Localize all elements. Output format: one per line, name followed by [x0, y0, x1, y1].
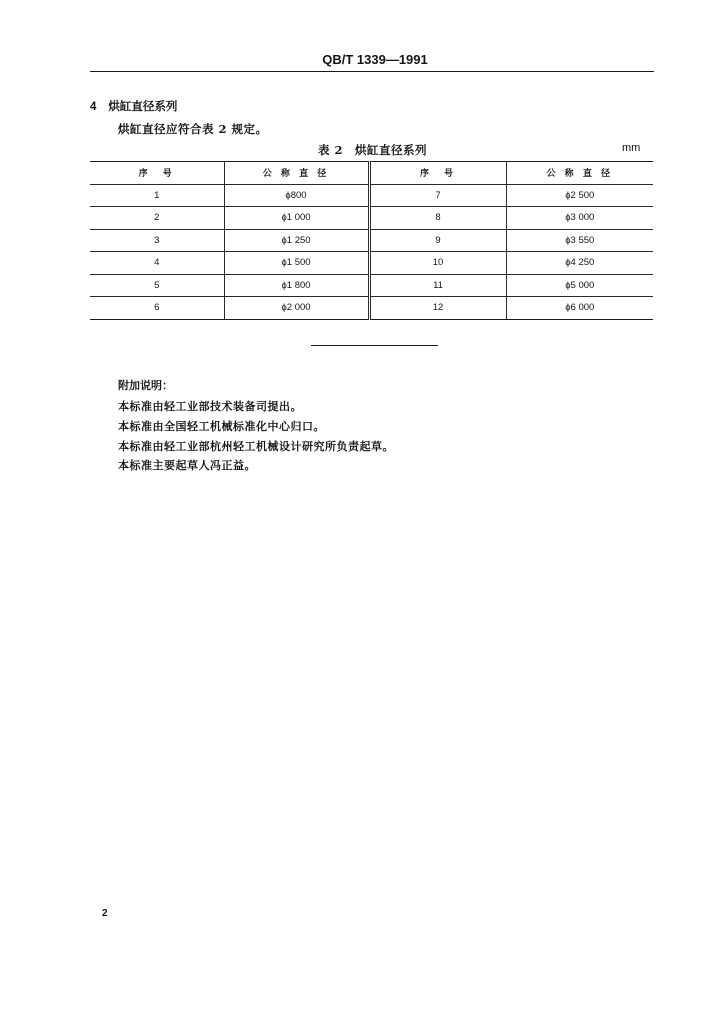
table-caption	[318, 142, 427, 158]
section-number: 4	[90, 101, 97, 113]
diameter-cell: ϕ2 500	[506, 184, 653, 207]
table-caption-title: 烘缸直径系列	[355, 143, 428, 157]
table-row	[90, 207, 653, 230]
note-line: 本标准由轻工业部技术装备司提出。	[118, 400, 302, 413]
standard-number: QB/T 1339—1991	[322, 52, 428, 67]
table-row	[90, 184, 653, 207]
note-line: 本标准主要起草人冯正益。	[118, 459, 256, 472]
table-row	[90, 274, 653, 297]
table-unit: mm	[622, 142, 641, 154]
diameter-cell: ϕ1 800	[224, 274, 369, 297]
table-row	[90, 297, 653, 320]
table-row	[90, 229, 653, 252]
notes-title: 附加说明：	[118, 379, 173, 392]
seq-cell: 10	[369, 252, 506, 275]
seq-cell: 2	[90, 207, 224, 230]
diameter-cell: ϕ800	[224, 184, 369, 207]
header-rule	[90, 71, 654, 72]
seq-cell: 3	[90, 229, 224, 252]
diameter-cell: ϕ6 000	[506, 297, 653, 320]
diameter-cell: ϕ5 000	[506, 274, 653, 297]
diameter-cell: ϕ3 000	[506, 207, 653, 230]
diameter-cell: ϕ1 000	[224, 207, 369, 230]
note-line: 本标准由全国轻工机械标准化中心归口。	[118, 420, 325, 433]
diameter-table	[90, 161, 653, 320]
seq-cell: 5	[90, 274, 224, 297]
seq-cell: 4	[90, 252, 224, 275]
diameter-cell: ϕ4 250	[506, 252, 653, 275]
diameter-cell: ϕ1 500	[224, 252, 369, 275]
end-rule	[311, 345, 438, 346]
table-row	[90, 252, 653, 275]
diameter-cell: ϕ1 250	[224, 229, 369, 252]
seq-cell: 1	[90, 184, 224, 207]
table-header-row	[90, 162, 653, 185]
table-caption-label: 表 2	[318, 143, 344, 157]
diameter-cell: ϕ2 000	[224, 297, 369, 320]
section-heading	[90, 98, 177, 114]
header-seq-left: 序 号	[90, 162, 224, 185]
seq-cell: 7	[369, 184, 506, 207]
page-number: 2	[102, 908, 108, 919]
seq-cell: 12	[369, 297, 506, 320]
seq-cell: 8	[369, 207, 506, 230]
section-body: 烘缸直径应符合表 2 规定。	[118, 122, 268, 136]
seq-cell: 9	[369, 229, 506, 252]
header-diameter-left: 公 称 直 径	[224, 162, 369, 185]
diameter-cell: ϕ3 550	[506, 229, 653, 252]
header-diameter-right: 公 称 直 径	[506, 162, 653, 185]
header-seq-right: 序 号	[369, 162, 506, 185]
section-title: 烘缸直径系列	[108, 99, 178, 113]
seq-cell: 11	[369, 274, 506, 297]
note-line: 本标准由轻工业部杭州轻工机械设计研究所负责起草。	[118, 440, 394, 453]
seq-cell: 6	[90, 297, 224, 320]
